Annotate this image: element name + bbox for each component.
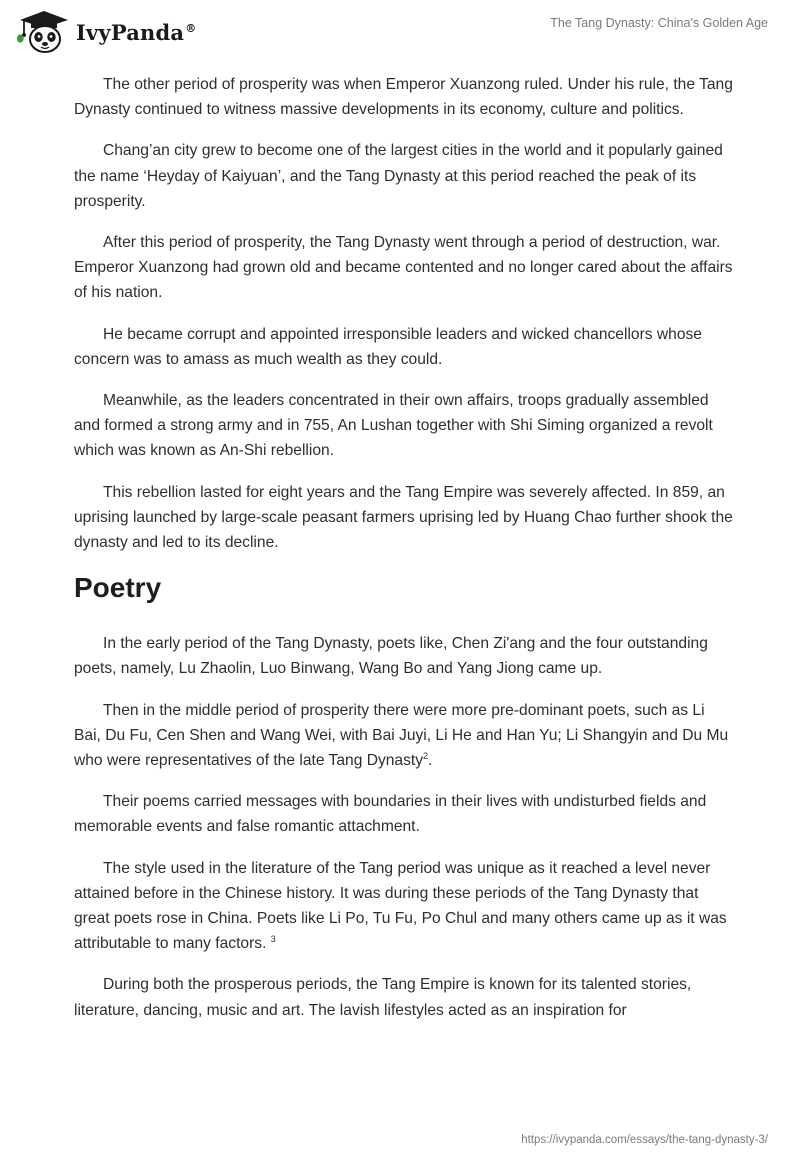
paragraph: Meanwhile, as the leaders concentrated in their own affairs, troops gradually assembled and formed a strong army and in 755, An Lushan together with Shi Siming organized a revolt which was known as An-Shi rebellion.: [74, 392, 713, 460]
paragraph: The other period of prosperity was when Emperor Xuanzong ruled. Under his rule, the Tang Dynasty continued to witness massive developments in its economy, culture and politics.: [74, 76, 733, 119]
paragraph: [74, 856, 734, 957]
essay-body: [74, 72, 734, 1039]
section-heading: Poetry: [74, 572, 162, 604]
paragraph: He became corrupt and appointed irresponsible leaders and wicked chancellors whose concern was to amass as much wealth as they could.: [74, 325, 702, 368]
paragraph-text: Then in the middle period of prosperity there were more pre-dominant poets, such as Li Bai, Du Fu, Cen Shen and Wang Wei, with Bai Juyi, Li He and Han Yu; Li Shangyin and Du Mu who were representatives of the late Tang Dynasty: [74, 701, 729, 770]
paragraph-text: The style used in the literature of the Tang period was unique as it reached a level never attained before in the Chinese history. It was during these periods of the Tang Dynasty that great poets rose in China. Poets like Li Po, Tu Fu, Po Chul and many others came up as it was attributable to many factors.: [74, 859, 727, 953]
footnote-ref[interactable]: 3: [270, 934, 276, 945]
paragraph: This rebellion lasted for eight years and the Tang Empire was severely affected. In 859, an uprising launched by large-scale peasant farmers uprising led by Huang Chao further shook the dynasty and led to its decline.: [74, 483, 733, 552]
document-title: The Tang Dynasty: China’s Golden Age: [550, 16, 768, 30]
paragraph: After this period of prosperity, the Tang Dynasty went through a period of destruction, war. Emperor Xuanzong had grown old and became contented and no longer cared about the affairs of his nation.: [74, 234, 733, 302]
paragraph: Chang’an city grew to become one of the largest cities in the world and it popularly gained the name ‘Heyday of Kaiyuan’, and the Tang Dynasty at this period reached the peak of its prosperity.: [74, 142, 723, 210]
panda-graduate-icon: [14, 8, 70, 56]
page-header: [0, 0, 800, 60]
paragraph: [74, 698, 734, 774]
paragraph-text: .: [428, 752, 433, 770]
footnote-ref[interactable]: 2: [423, 750, 429, 761]
paragraph: Their poems carried messages with boundaries in their lives with undisturbed fields and memorable events and false romantic attachment.: [74, 793, 707, 836]
logo-wordmark: IvyPanda®: [76, 19, 197, 45]
paragraph: In the early period of the Tang Dynasty, poets like, Chen Zi'ang and the four outstanding poets, namely, Lu Zhaolin, Luo Binwang, Wang Bo and Yang Jiong came up.: [74, 635, 708, 678]
paragraph: During both the prosperous periods, the Tang Empire is known for its talented stories, literature, dancing, music and art. The lavish lifestyles acted as an inspiration for: [74, 976, 692, 1019]
source-url[interactable]: https://ivypanda.com/essays/the-tang-dynasty-3/: [521, 1134, 768, 1146]
ivypanda-logo[interactable]: [14, 8, 196, 56]
